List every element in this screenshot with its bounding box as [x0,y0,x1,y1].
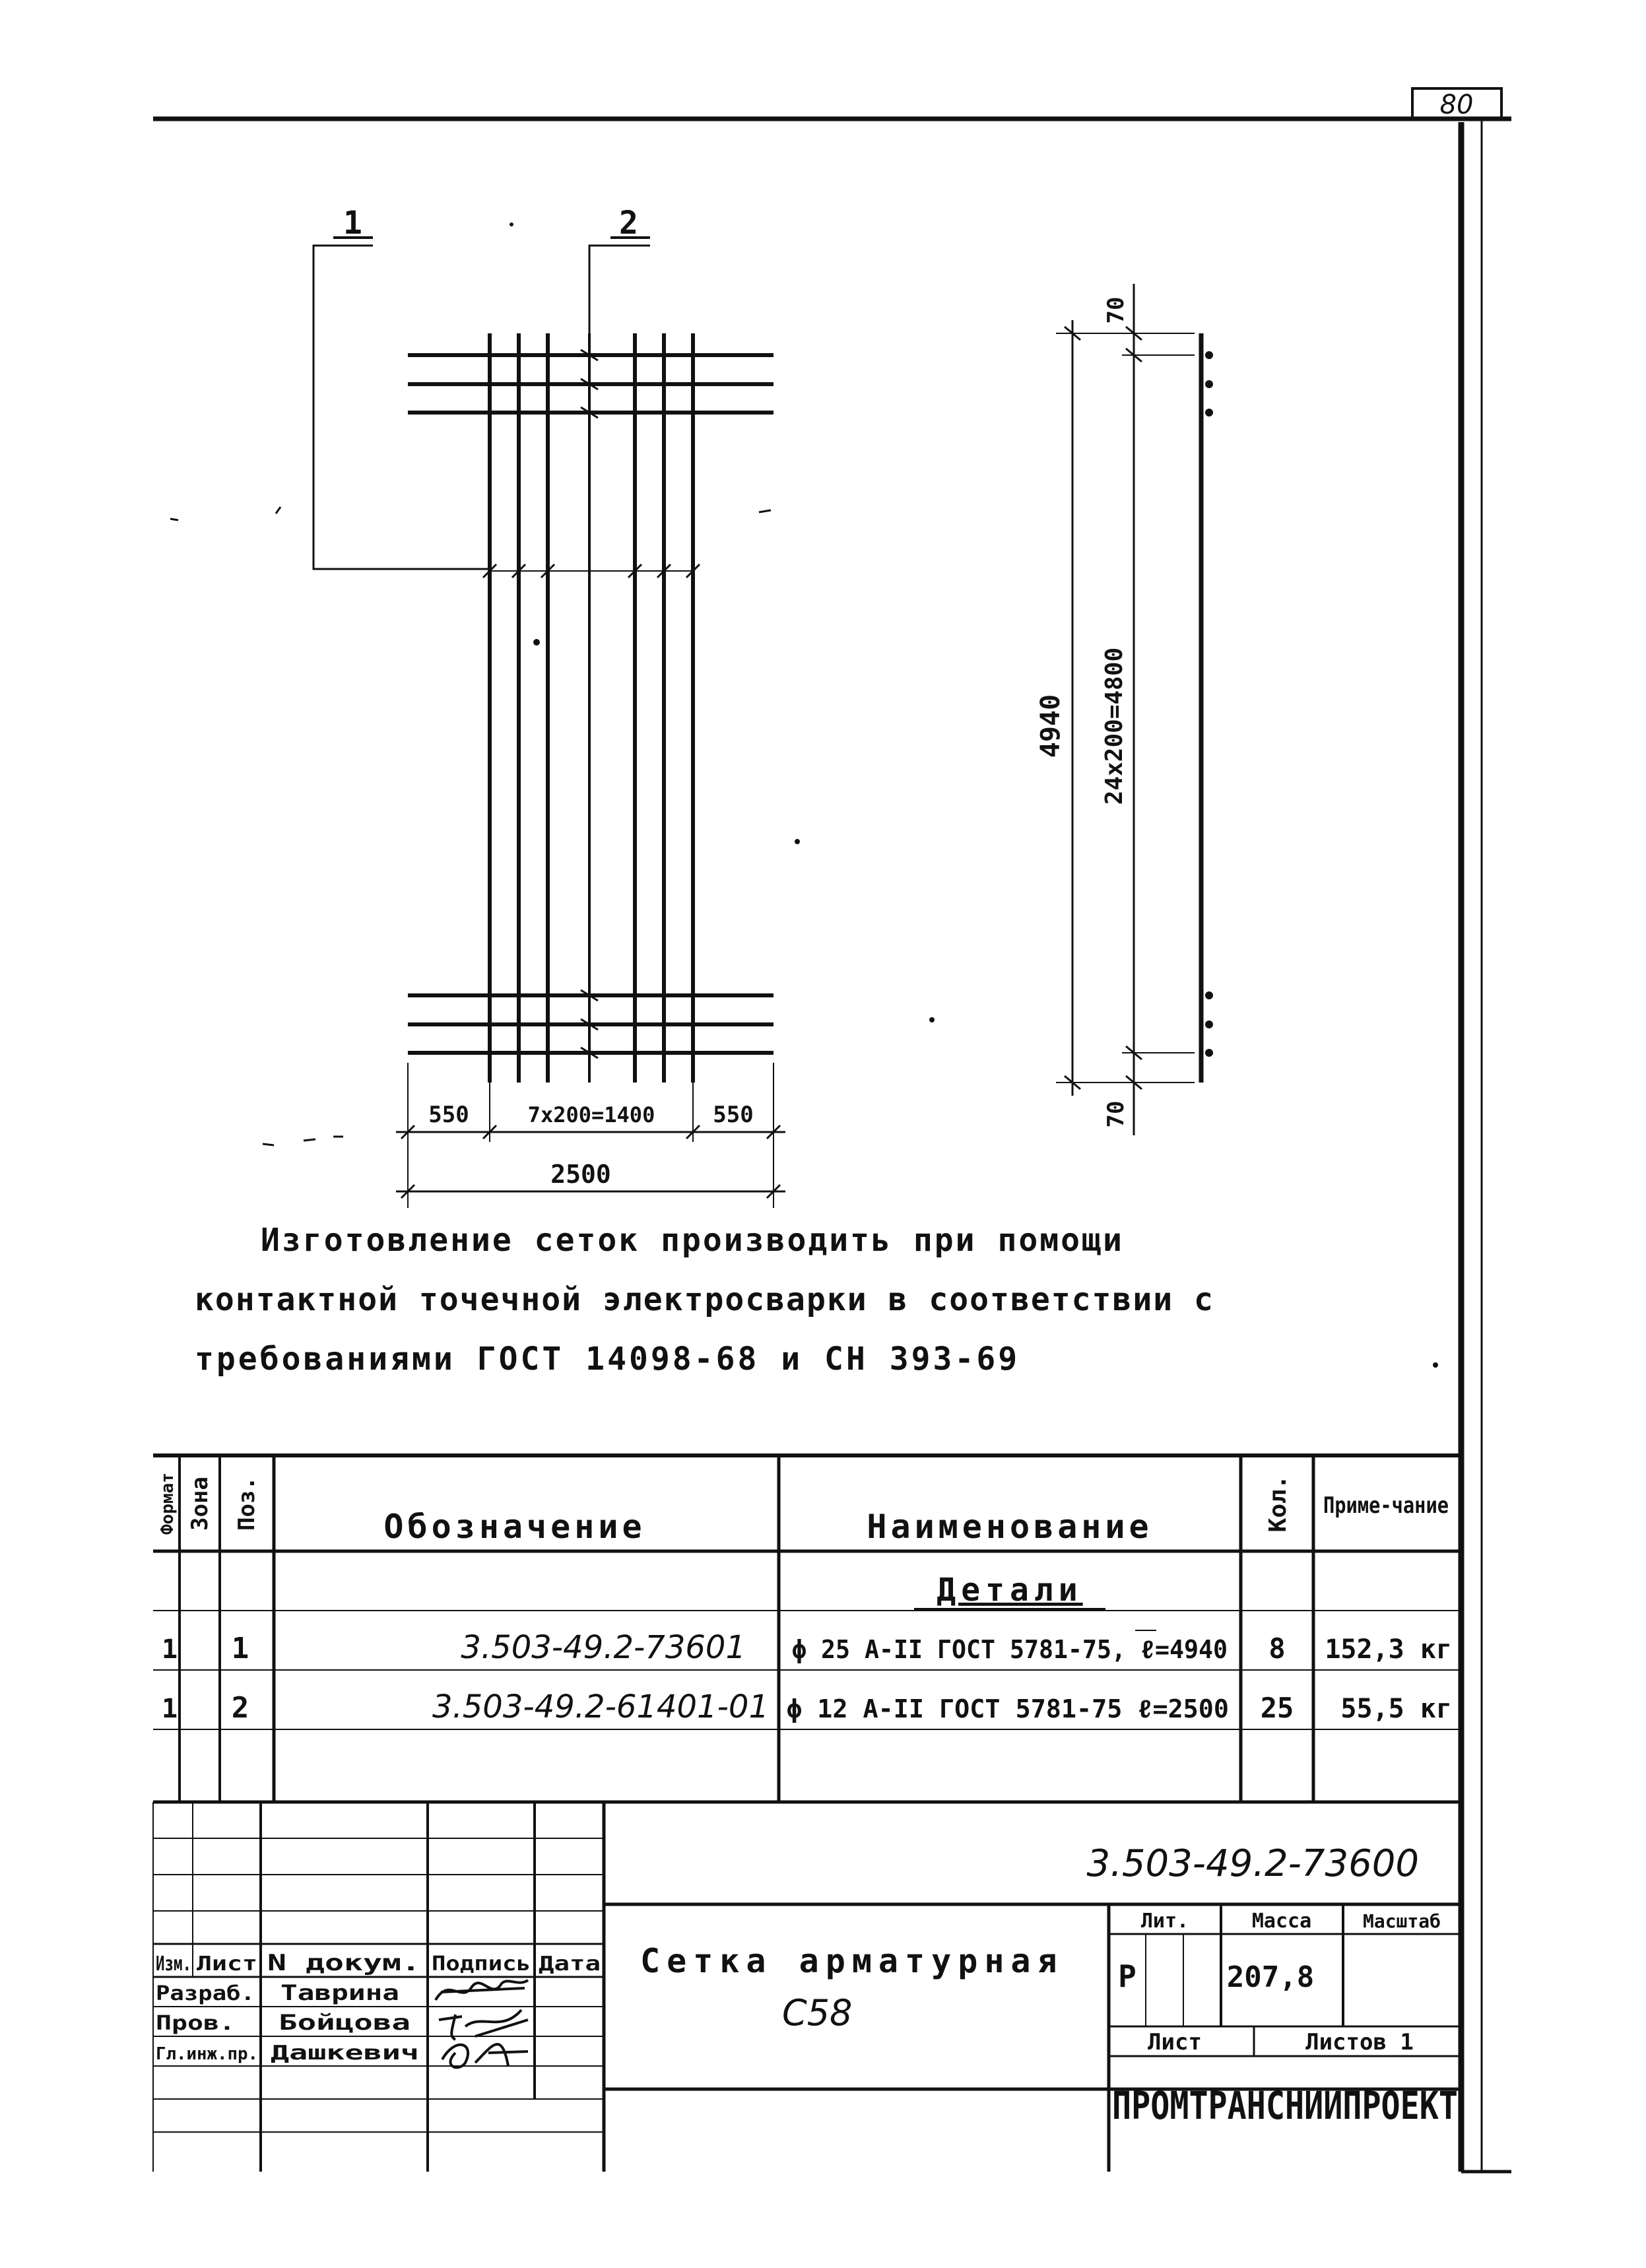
row-2-qty: 25 [1260,1692,1294,1724]
dim-left-overhang: 550 [428,1102,469,1128]
mass-value: 207,8 [1226,1960,1315,1994]
dim-bottom-margin: 70 [1103,1100,1129,1128]
row-1-qty: 8 [1268,1632,1286,1665]
lit-value: Р [1118,1958,1136,1994]
row-1-pos: 1 [231,1632,249,1665]
sheet-number: 80 [1439,90,1474,120]
row-2-format: 1 [162,1694,178,1724]
role-checked: Пров. [156,2012,235,2035]
name-checked: Бойцова [279,2010,411,2035]
document-title: Сетка арматурная [640,1942,1064,1980]
dim-pitch: 24x200=4800 [1101,647,1128,805]
document-subtitle: С58 [782,1992,853,2034]
row-1-name: ϕ 25 А-II ГОСТ 5781-75, ℓ=4940 [792,1635,1228,1664]
role-developed: Разраб. [156,1982,255,2005]
mesh-plan-view [408,333,774,1083]
dim-total-height: 4940 [1036,694,1066,758]
document-code: 3.503-49.2-73600 [1086,1842,1419,1885]
callout-2 [589,238,650,350]
col-date: Дата [539,1952,601,1976]
signature-checked [439,2010,528,2040]
callout-1 [313,238,490,569]
row-1-note: 152,3 кг [1325,1634,1452,1665]
signature-developed [436,1980,528,2000]
callout-1-label: 1 [343,205,362,242]
longitudinal-bars [490,333,693,1083]
note-line-2: контактной точечной электросварки в соответствии с [195,1281,1214,1318]
row-1-format: 1 [162,1634,178,1665]
col-header-name: Наименование [867,1508,1153,1546]
name-chief-engineer: Дашкевич [271,2042,419,2065]
col-header-designation: Обозначение [383,1508,646,1546]
col-signature: Подпись [432,1952,531,1976]
note-line-3: требованиями ГОСТ 14098-68 и СН 393-69 [195,1341,1020,1378]
col-doc-number: N докум. [267,1950,420,1976]
scale-label: Масштаб [1362,1910,1441,1932]
row-2-name: ϕ 12 А-II ГОСТ 5781-75 ℓ=2500 [787,1694,1229,1723]
mass-label: Масса [1251,1910,1312,1933]
col-izm: Изм. [156,1952,191,1976]
col-header-pos: Поз. [234,1477,260,1531]
dim-middle-spacing: 7x200=1400 [527,1102,655,1127]
dim-top-margin: 70 [1103,296,1129,324]
col-header-format: Формат [158,1473,178,1535]
row-2-note: 55,5 кг [1340,1694,1452,1724]
sheet-label: Лист [1148,2029,1202,2055]
col-list: Лист [197,1952,257,1976]
sheets-label: Листов 1 [1305,2029,1414,2055]
row-2-designation: 3.503-49.2-61401-01 [432,1688,769,1725]
col-header-note: Приме-чание [1323,1492,1449,1519]
signature-chief [442,2044,528,2067]
name-developed: Таврина [280,1980,399,2005]
row-2-pos: 2 [231,1691,249,1725]
lit-label: Лит. [1140,1910,1189,1933]
organization-name: ПРОМТРАНСНИИПРОЕКТ [1112,2083,1458,2128]
note-line-1: Изготовление сеток производить при помощи [261,1222,1124,1259]
row-1-designation: 3.503-49.2-73601 [461,1629,746,1666]
col-header-qty: Кол. [1265,1475,1292,1533]
dim-total-width: 2500 [550,1160,611,1189]
section-title-details: Детали [937,1572,1083,1609]
callout-2-label: 2 [619,205,638,242]
scan-specks [170,222,1438,1368]
role-chief-engineer: Гл.инж.пр. [156,2044,258,2064]
col-header-zone: Зона [187,1477,213,1531]
dim-right-overhang: 550 [713,1102,754,1128]
mesh-side-view [1056,284,1213,1135]
